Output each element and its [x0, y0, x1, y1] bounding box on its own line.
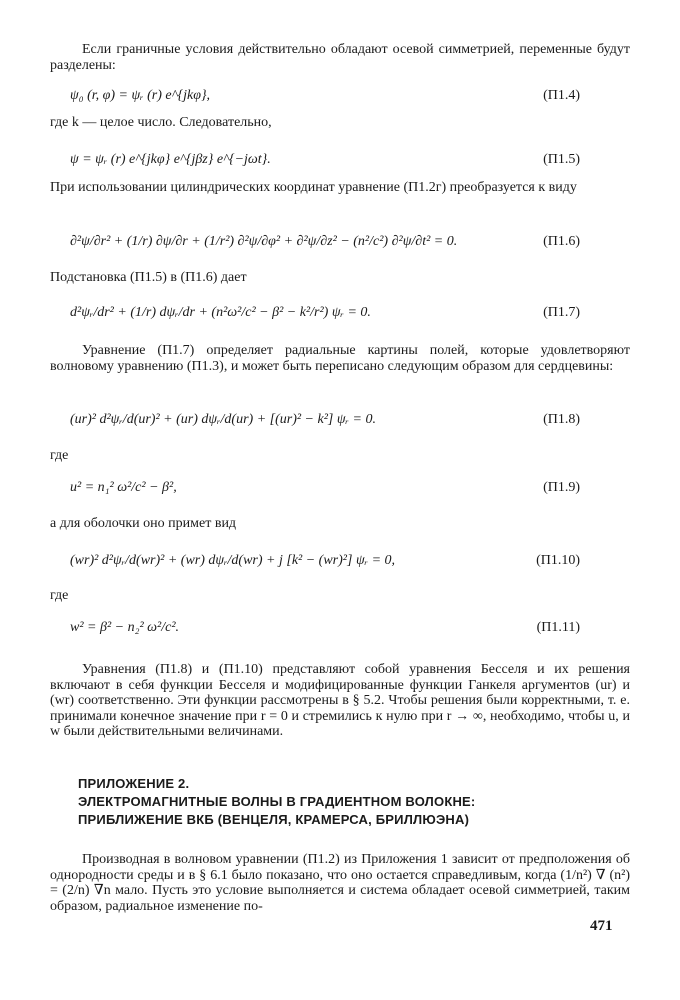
- word-where-2: где: [50, 588, 69, 603]
- equation-p1-5-formula: ψ = ψᵣ (r) e^{jkφ} e^{jβz} e^{−jωt}.: [70, 152, 271, 167]
- equation-p1-11: [70, 620, 630, 636]
- equation-p1-10-number: (П1.10): [536, 553, 580, 568]
- equation-p1-7-formula: d²ψᵣ/dr² + (1/r) dψᵣ/dr + (n²ω²/c² − β² − k²/r²) ψᵣ = 0.: [70, 305, 371, 320]
- appendix-label: ПРИЛОЖЕНИЕ 2.: [78, 776, 190, 791]
- equation-p1-6-formula: ∂²ψ/∂r² + (1/r) ∂ψ/∂r + (1/r²) ∂²ψ/∂φ² + ∂²ψ/∂z² − (n²/c²) ∂²ψ/∂t² = 0.: [70, 234, 458, 249]
- equation-p1-9-formula: u² = n₁² ω²/c² − β²,: [70, 480, 177, 495]
- equation-p1-11-number: (П1.11): [536, 620, 580, 635]
- equation-p1-10-formula: (wr)² d²ψᵣ/d(wr)² + (wr) dψᵣ/d(wr) + j [k² − (wr)²] ψᵣ = 0,: [70, 553, 396, 568]
- equation-p1-8: [70, 412, 630, 428]
- paragraph-substitution: Подстановка (П1.5) в (П1.6) дает: [50, 270, 247, 285]
- equation-p1-8-number: (П1.8): [543, 412, 580, 427]
- equation-p1-6-number: (П1.6): [543, 234, 580, 249]
- paragraph-k-integer: где k — целое число. Следовательно,: [50, 115, 272, 130]
- equation-p1-11-formula: w² = β² − n₂² ω²/c².: [70, 620, 180, 635]
- appendix-heading: [78, 775, 638, 829]
- equation-p1-7: [70, 305, 630, 321]
- page-number: 471: [590, 918, 613, 934]
- equation-p1-4-number: (П1.4): [543, 88, 580, 103]
- paragraph-bessel: Уравнения (П1.8) и (П1.10) представляют собой уравнения Бесселя и их решения включают в себя функции Бесселя и модифицированные функции Ганкеля аргументов (ur) и (wr) соответственно. Эти функции рассмотрены в § 5.2. Чтобы решения были корректными, т. е. принимали конечное значение при r = 0 и стремились к нулю при r → ∞, необходимо, чтобы u, и w были действительными величинами.: [50, 662, 630, 739]
- equation-p1-9: [70, 480, 630, 496]
- equation-p1-7-number: (П1.7): [543, 305, 580, 320]
- paragraph-cladding: а для оболочки оно примет вид: [50, 516, 237, 531]
- word-where-1: где: [50, 448, 69, 463]
- paragraph-derivative: Производная в волновом уравнении (П1.2) из Приложения 1 зависит от предположения об однородности среды и в § 6.1 было показано, что оно остается справедливым, когда (1/n²) ∇ (n²) = (2/n) ∇n мало. Пусть это условие выполняется и система обладает осевой симметрией, таким образом, радиальное изменение по-: [50, 852, 630, 914]
- equation-p1-9-number: (П1.9): [543, 480, 580, 495]
- equation-p1-10: [70, 553, 630, 569]
- equation-p1-8-formula: (ur)² d²ψᵣ/d(ur)² + (ur) dψᵣ/d(ur) + [(ur)² − k²] ψᵣ = 0.: [70, 412, 376, 427]
- paragraph-cylindrical: При использовании цилиндрических координат уравнение (П1.2г) преобразуется к виду: [50, 180, 577, 195]
- appendix-title-line-1: ЭЛЕКТРОМАГНИТНЫЕ ВОЛНЫ В ГРАДИЕНТНОМ ВОЛОКНЕ:: [78, 794, 476, 809]
- appendix-title-line-2: ПРИБЛИЖЕНИЕ ВКБ (ВЕНЦЕЛЯ, КРАМЕРСА, БРИЛЛЮЭНА): [78, 812, 470, 827]
- paragraph-intro: Если граничные условия действительно обладают осевой симметрией, переменные будут разделены:: [50, 42, 630, 73]
- equation-p1-4-formula: ψ₀ (r, φ) = ψᵣ (r) e^{jkφ},: [70, 88, 211, 103]
- equation-p1-6: [70, 234, 630, 250]
- paragraph-radial: Уравнение (П1.7) определяет радиальные картины полей, которые удовлетворяют волновому уравнению (П1.3), и может быть переписано следующим образом для сердцевины:: [50, 343, 630, 374]
- equation-p1-4: [70, 88, 630, 104]
- equation-p1-5: [70, 152, 630, 168]
- equation-p1-5-number: (П1.5): [543, 152, 580, 167]
